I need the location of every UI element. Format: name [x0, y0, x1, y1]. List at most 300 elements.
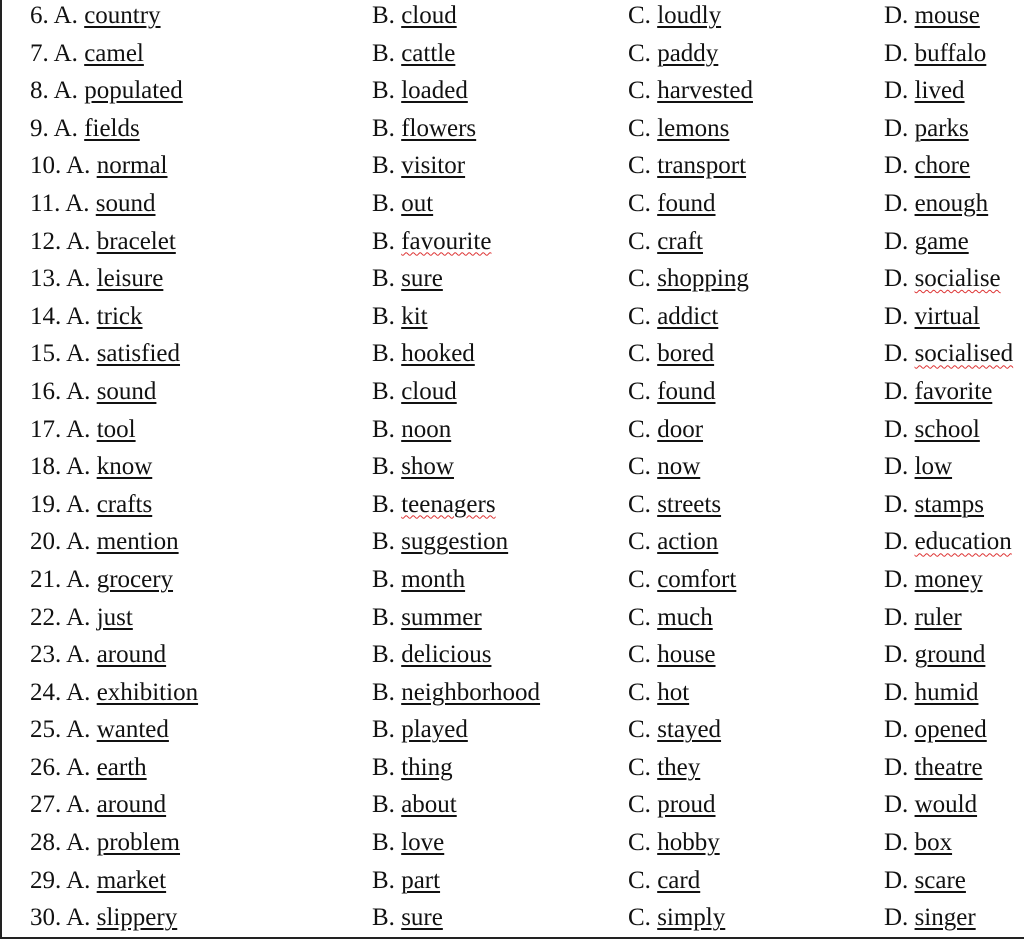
option-word: they [657, 753, 701, 781]
option-letter: C. [628, 189, 651, 217]
option-letter: D. [884, 904, 909, 932]
question-number: 28. [30, 829, 62, 857]
option-letter: B. [372, 904, 395, 932]
option-b [372, 72, 468, 110]
option-letter: C. [628, 641, 651, 669]
question-row [2, 110, 1024, 148]
option-d [884, 486, 984, 524]
option-d [884, 223, 969, 261]
option-letter: A. [66, 453, 91, 481]
option-d [884, 185, 988, 223]
option-letter: A. [66, 302, 91, 330]
option-word: ground [914, 641, 986, 669]
option-c [628, 147, 746, 185]
question-row [2, 824, 1024, 862]
option-word: neighborhood [401, 678, 541, 706]
option-word: socialise [914, 265, 1001, 293]
option-word: scare [914, 866, 966, 894]
option-b [372, 335, 475, 373]
option-c [628, 185, 716, 223]
option-b [372, 749, 453, 787]
option-c [628, 824, 720, 862]
option-c [628, 636, 716, 674]
question-row [2, 636, 1024, 674]
option-a [30, 147, 168, 185]
option-letter: C. [628, 152, 651, 180]
option-letter: A. [66, 528, 91, 556]
question-number: 17. [30, 415, 62, 443]
option-word: sound [96, 377, 157, 405]
option-c [628, 899, 725, 937]
option-word: kit [401, 302, 428, 330]
question-row [2, 72, 1024, 110]
option-word: sound [95, 189, 156, 217]
option-letter: C. [628, 565, 651, 593]
option-letter: B. [372, 528, 395, 556]
question-number: 21. [30, 565, 62, 593]
option-letter: A. [66, 152, 91, 180]
option-word: populated [84, 77, 183, 105]
option-b [372, 110, 476, 148]
option-letter: A. [66, 340, 91, 368]
option-c [628, 862, 700, 900]
option-word: normal [96, 152, 168, 180]
option-letter: C. [628, 904, 651, 932]
question-row [2, 486, 1024, 524]
option-word: hooked [401, 340, 475, 368]
option-d [884, 411, 980, 449]
option-word: noon [401, 415, 452, 443]
option-d [884, 636, 985, 674]
option-word: stamps [914, 490, 985, 518]
question-row [2, 862, 1024, 900]
option-word: buffalo [914, 39, 987, 67]
question-row [2, 147, 1024, 185]
option-c [628, 72, 753, 110]
option-letter: B. [372, 2, 395, 29]
question-row [2, 260, 1024, 298]
option-letter: C. [628, 77, 651, 105]
option-d [884, 298, 980, 336]
option-c [628, 335, 714, 373]
option-a [30, 523, 179, 561]
option-d [884, 260, 1001, 298]
question-row [2, 711, 1024, 749]
question-row [2, 35, 1024, 73]
question-number: 16. [30, 377, 62, 405]
option-letter: D. [884, 227, 909, 255]
option-word: paddy [657, 39, 719, 67]
option-d [884, 147, 970, 185]
option-a [30, 110, 140, 148]
option-word: bored [657, 340, 715, 368]
question-row [2, 0, 1024, 35]
option-d [884, 899, 976, 937]
option-b [372, 824, 444, 862]
option-letter: D. [884, 791, 909, 819]
option-c [628, 35, 718, 73]
option-letter: B. [372, 453, 395, 481]
option-letter: D. [884, 265, 909, 293]
option-letter: C. [628, 415, 651, 443]
question-row [2, 373, 1024, 411]
option-letter: B. [372, 753, 395, 781]
option-word: problem [96, 829, 181, 857]
question-number: 8. [30, 77, 49, 105]
option-word: leisure [96, 265, 164, 293]
option-word: cloud [401, 377, 457, 405]
option-word: month [401, 565, 466, 593]
option-a [30, 448, 152, 486]
option-letter: D. [884, 2, 909, 29]
option-letter: D. [884, 753, 909, 781]
option-word: shopping [657, 265, 749, 293]
option-letter: B. [372, 265, 395, 293]
option-letter: B. [372, 490, 395, 518]
option-letter: A. [66, 866, 91, 894]
option-word: around [96, 641, 167, 669]
question-number: 11. [30, 189, 61, 217]
option-word: loudly [657, 2, 722, 29]
option-a [30, 561, 173, 599]
option-word: visitor [401, 152, 466, 180]
option-word: cattle [401, 39, 456, 67]
option-c [628, 223, 703, 261]
option-word: addict [657, 302, 719, 330]
option-letter: D. [884, 866, 909, 894]
option-word: parks [914, 114, 969, 142]
option-letter: D. [884, 603, 909, 631]
option-word: camel [84, 39, 144, 67]
option-letter: D. [884, 302, 909, 330]
option-d [884, 561, 983, 599]
option-letter: C. [628, 753, 651, 781]
question-row [2, 335, 1024, 373]
option-word: love [401, 829, 445, 857]
option-word: about [401, 791, 457, 819]
question-number: 19. [30, 490, 62, 518]
option-letter: B. [372, 603, 395, 631]
option-b [372, 674, 540, 712]
option-c [628, 561, 736, 599]
option-c [628, 711, 721, 749]
option-b [372, 786, 457, 824]
question-number: 20. [30, 528, 62, 556]
option-a [30, 72, 183, 110]
option-word: streets [657, 490, 722, 518]
option-letter: B. [372, 227, 395, 255]
option-word: game [914, 227, 969, 255]
option-letter: A. [66, 490, 91, 518]
option-d [884, 749, 983, 787]
option-letter: A. [66, 265, 91, 293]
option-letter: D. [884, 415, 909, 443]
option-a [30, 185, 156, 223]
option-letter: A. [53, 39, 78, 67]
option-letter: B. [372, 189, 395, 217]
option-letter: D. [884, 490, 909, 518]
option-word: money [914, 565, 983, 593]
option-letter: D. [884, 77, 909, 105]
option-b [372, 711, 468, 749]
question-number: 23. [30, 641, 62, 669]
option-letter: C. [628, 603, 651, 631]
option-c [628, 0, 721, 35]
option-word: delicious [401, 641, 492, 669]
option-letter: C. [628, 302, 651, 330]
option-letter: C. [628, 265, 651, 293]
question-number: 15. [30, 340, 62, 368]
option-c [628, 674, 689, 712]
option-letter: B. [372, 641, 395, 669]
option-letter: B. [372, 678, 395, 706]
option-b [372, 223, 491, 261]
option-c [628, 110, 729, 148]
question-number: 24. [30, 678, 62, 706]
option-letter: D. [884, 340, 909, 368]
option-a [30, 411, 136, 449]
option-b [372, 373, 457, 411]
question-number: 6. [30, 2, 49, 29]
option-letter: B. [372, 77, 395, 105]
option-word: much [657, 603, 713, 631]
option-letter: C. [628, 791, 651, 819]
question-number: 26. [30, 753, 62, 781]
option-letter: C. [628, 716, 651, 744]
option-b [372, 35, 455, 73]
question-row [2, 523, 1024, 561]
option-letter: C. [628, 490, 651, 518]
option-a [30, 0, 161, 35]
option-word: bracelet [96, 227, 176, 255]
question-number: 18. [30, 453, 62, 481]
option-word: enough [914, 189, 989, 217]
question-number: 30. [30, 904, 62, 932]
question-row [2, 786, 1024, 824]
option-b [372, 523, 508, 561]
option-letter: A. [66, 377, 91, 405]
option-a [30, 636, 166, 674]
option-word: hobby [657, 829, 720, 857]
question-row [2, 448, 1024, 486]
option-word: exhibition [96, 678, 199, 706]
question-row [2, 599, 1024, 637]
option-word: earth [96, 753, 147, 781]
option-letter: A. [66, 753, 91, 781]
option-letter: C. [628, 39, 651, 67]
option-b [372, 185, 433, 223]
option-d [884, 335, 1013, 373]
option-d [884, 824, 952, 862]
question-number: 9. [30, 114, 49, 142]
option-c [628, 749, 700, 787]
option-word: house [657, 641, 716, 669]
option-word: show [401, 453, 454, 481]
option-word: transport [657, 152, 747, 180]
question-row [2, 899, 1024, 937]
option-letter: D. [884, 678, 909, 706]
option-c [628, 298, 718, 336]
option-word: harvested [657, 77, 753, 105]
option-letter: C. [628, 453, 651, 481]
option-word: humid [914, 678, 979, 706]
option-letter: B. [372, 866, 395, 894]
option-word: favourite [401, 227, 492, 255]
option-word: loaded [401, 77, 468, 105]
option-a [30, 711, 169, 749]
question-number: 25. [30, 716, 62, 744]
option-letter: D. [884, 829, 909, 857]
option-letter: D. [884, 453, 909, 481]
option-d [884, 0, 980, 35]
option-letter: C. [628, 829, 651, 857]
option-word: favorite [914, 377, 993, 405]
option-d [884, 373, 992, 411]
option-word: chore [914, 152, 971, 180]
option-letter: A. [66, 829, 91, 857]
option-b [372, 899, 443, 937]
option-letter: B. [372, 152, 395, 180]
option-word: played [401, 716, 468, 744]
option-word: summer [401, 603, 482, 631]
option-word: found [657, 377, 716, 405]
option-letter: D. [884, 189, 909, 217]
option-b [372, 147, 465, 185]
option-letter: B. [372, 340, 395, 368]
option-word: mouse [914, 2, 980, 29]
option-c [628, 599, 713, 637]
question-list [2, 0, 1024, 937]
option-b [372, 599, 482, 637]
option-c [628, 373, 716, 411]
option-word: part [401, 866, 441, 894]
option-letter: A. [66, 565, 91, 593]
option-word: ruler [914, 603, 962, 631]
option-letter: A. [66, 904, 91, 932]
option-word: mention [96, 528, 179, 556]
option-word: out [401, 189, 434, 217]
option-d [884, 786, 977, 824]
option-d [884, 35, 986, 73]
question-number: 27. [30, 791, 62, 819]
option-letter: C. [628, 2, 651, 29]
option-letter: A. [66, 641, 91, 669]
option-word: slippery [96, 904, 178, 932]
question-number: 29. [30, 866, 62, 894]
option-word: school [914, 415, 980, 443]
option-letter: A. [66, 227, 91, 255]
question-number: 10. [30, 152, 62, 180]
question-number: 13. [30, 265, 62, 293]
option-b [372, 0, 457, 35]
option-d [884, 72, 965, 110]
option-word: proud [657, 791, 716, 819]
option-d [884, 599, 962, 637]
question-row [2, 561, 1024, 599]
option-letter: A. [66, 678, 91, 706]
option-letter: D. [884, 152, 909, 180]
option-word: market [96, 866, 167, 894]
option-letter: D. [884, 641, 909, 669]
option-word: thing [401, 753, 453, 781]
option-letter: D. [884, 39, 909, 67]
question-number: 12. [30, 227, 62, 255]
option-d [884, 448, 952, 486]
question-number: 14. [30, 302, 62, 330]
option-c [628, 448, 700, 486]
option-word: virtual [914, 302, 980, 330]
option-letter: D. [884, 377, 909, 405]
option-word: trick [96, 302, 143, 330]
option-a [30, 862, 166, 900]
option-word: socialised [914, 340, 1014, 368]
option-d [884, 674, 978, 712]
option-word: grocery [96, 565, 174, 593]
question-number: 7. [30, 39, 49, 67]
option-a [30, 674, 198, 712]
option-letter: B. [372, 829, 395, 857]
question-row [2, 185, 1024, 223]
option-word: know [96, 453, 153, 481]
option-word: around [96, 791, 167, 819]
option-c [628, 523, 718, 561]
option-letter: B. [372, 302, 395, 330]
option-a [30, 599, 133, 637]
question-row [2, 411, 1024, 449]
option-b [372, 636, 491, 674]
question-row [2, 674, 1024, 712]
option-a [30, 749, 147, 787]
option-d [884, 110, 969, 148]
option-word: education [914, 528, 1012, 556]
option-word: just [96, 603, 133, 631]
option-b [372, 260, 443, 298]
option-word: satisfied [96, 340, 181, 368]
option-word: simply [657, 904, 726, 932]
option-c [628, 411, 703, 449]
option-letter: B. [372, 377, 395, 405]
option-word: hot [657, 678, 690, 706]
option-letter: C. [628, 377, 651, 405]
option-word: box [914, 829, 953, 857]
option-word: action [657, 528, 719, 556]
option-letter: C. [628, 340, 651, 368]
option-c [628, 486, 721, 524]
option-a [30, 373, 156, 411]
option-word: comfort [657, 565, 737, 593]
option-letter: A. [66, 415, 91, 443]
option-a [30, 486, 152, 524]
question-row [2, 223, 1024, 261]
option-word: theatre [914, 753, 983, 781]
option-word: sure [401, 265, 443, 293]
option-word: craft [657, 227, 703, 255]
option-letter: B. [372, 565, 395, 593]
option-letter: D. [884, 716, 909, 744]
option-word: found [657, 189, 716, 217]
option-letter: C. [628, 227, 651, 255]
option-word: stayed [657, 716, 722, 744]
option-word: country [84, 2, 161, 29]
question-row [2, 298, 1024, 336]
option-letter: D. [884, 565, 909, 593]
option-b [372, 486, 496, 524]
option-word: lived [914, 77, 965, 105]
option-letter: B. [372, 415, 395, 443]
option-letter: A. [66, 791, 91, 819]
option-a [30, 899, 177, 937]
option-a [30, 335, 180, 373]
